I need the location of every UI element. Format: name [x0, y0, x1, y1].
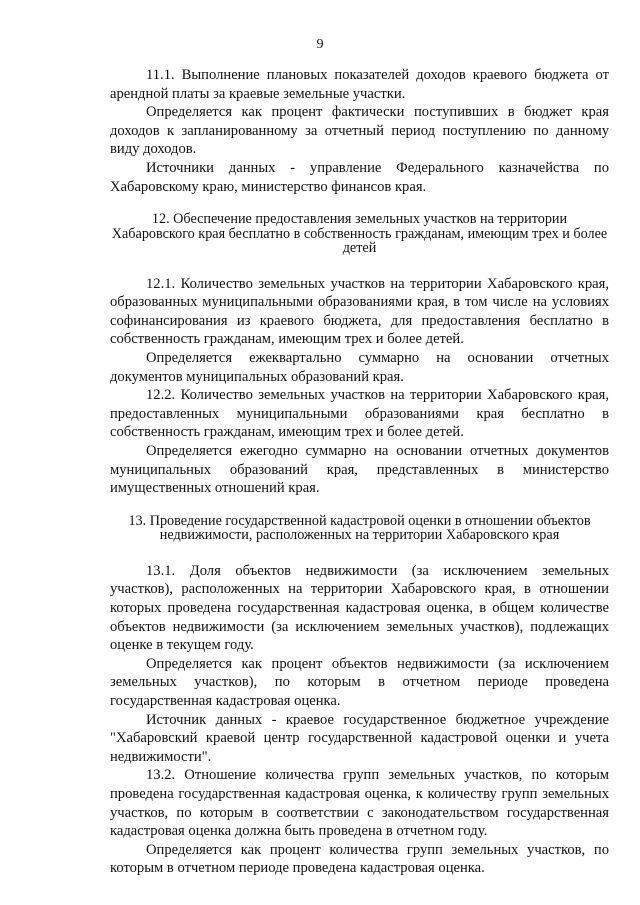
paragraph-11-1: 11.1. Выполнение плановых показателей доходов краевого бюджета от арендной платы за краевые земельные участки.: [110, 67, 609, 102]
paragraph-11-1-method: Определяется как процент фактически поступивших в бюджет края доходов к запланированному за отчетный период поступлению по данному виду доходов.: [110, 104, 609, 158]
paragraph-12-2: 12.2. Количество земельных участков на территории Хабаровского края, предоставленных муниципальными образованиями края бесплатно в собственность гражданам, имеющим трех и более детей.: [110, 387, 609, 441]
paragraph-13-2-method: Определяется как процент количества групп земельных участков, по которым в отчетном периоде проведена кадастровая оценка.: [110, 841, 609, 877]
paragraph-12-2-method: Определяется ежегодно суммарно на основании отчетных документов муниципальных образований края, представленных в министерство имущественных отношений края.: [110, 443, 609, 497]
paragraph-12-1: 12.1. Количество земельных участков на территории Хабаровского края, образованных муниципальными образованиями края, в том числе на условиях софинансирования из краевого бюджета, для предоставления бесплатно в собственность гражданам, имеющим трех и более детей.: [110, 275, 609, 348]
section-heading-13: 13. Проведение государственной кадастровой оценки в отношении объектов недвижимости, расположенных на территории Хабаровского края: [128, 512, 591, 544]
paragraph-13-1-method: Определяется как процент объектов недвижимости (за исключением земельных участков), по которым в отчетном периоде проведена государственная кадастровая оценка.: [110, 655, 609, 709]
paragraph-13-1: 13.1. Доля объектов недвижимости (за исключением земельных участков), расположенных на территории Хабаровского края, в отношении которых проведена государственная кадастровая оценка, в общем количестве объектов недвижимости (за исключением земельных участков), подлежащих оценке в текущем году.: [110, 562, 609, 654]
document-body: [110, 66, 609, 878]
paragraph-12-1-method: Определяется ежеквартально суммарно на основании отчетных документов муниципальных образований края.: [110, 350, 609, 385]
section-heading-12: 12. Обеспечение предоставления земельных участков на территории Хабаровского края бесплатно в собственность гражданам, имеющим трех и более детей: [111, 211, 608, 257]
page-number: 9: [316, 37, 324, 52]
paragraph-13-1-source: Источник данных - краевое государственное бюджетное учреждение "Хабаровский краевой центр государственной кадастровой оценки и учета недвижимости".: [110, 711, 609, 765]
paragraph-11-1-sources: Источники данных - управление Федерального казначейства по Хабаровскому краю, министерство финансов края.: [110, 159, 609, 195]
paragraph-13-2: 13.2. Отношение количества групп земельных участков, по которым проведена государственная кадастровая оценка, к количеству групп земельных участков, по которым в соответствии с законодательством государственная кадастровая оценка должна быть проведена в отчетном году.: [110, 767, 609, 840]
